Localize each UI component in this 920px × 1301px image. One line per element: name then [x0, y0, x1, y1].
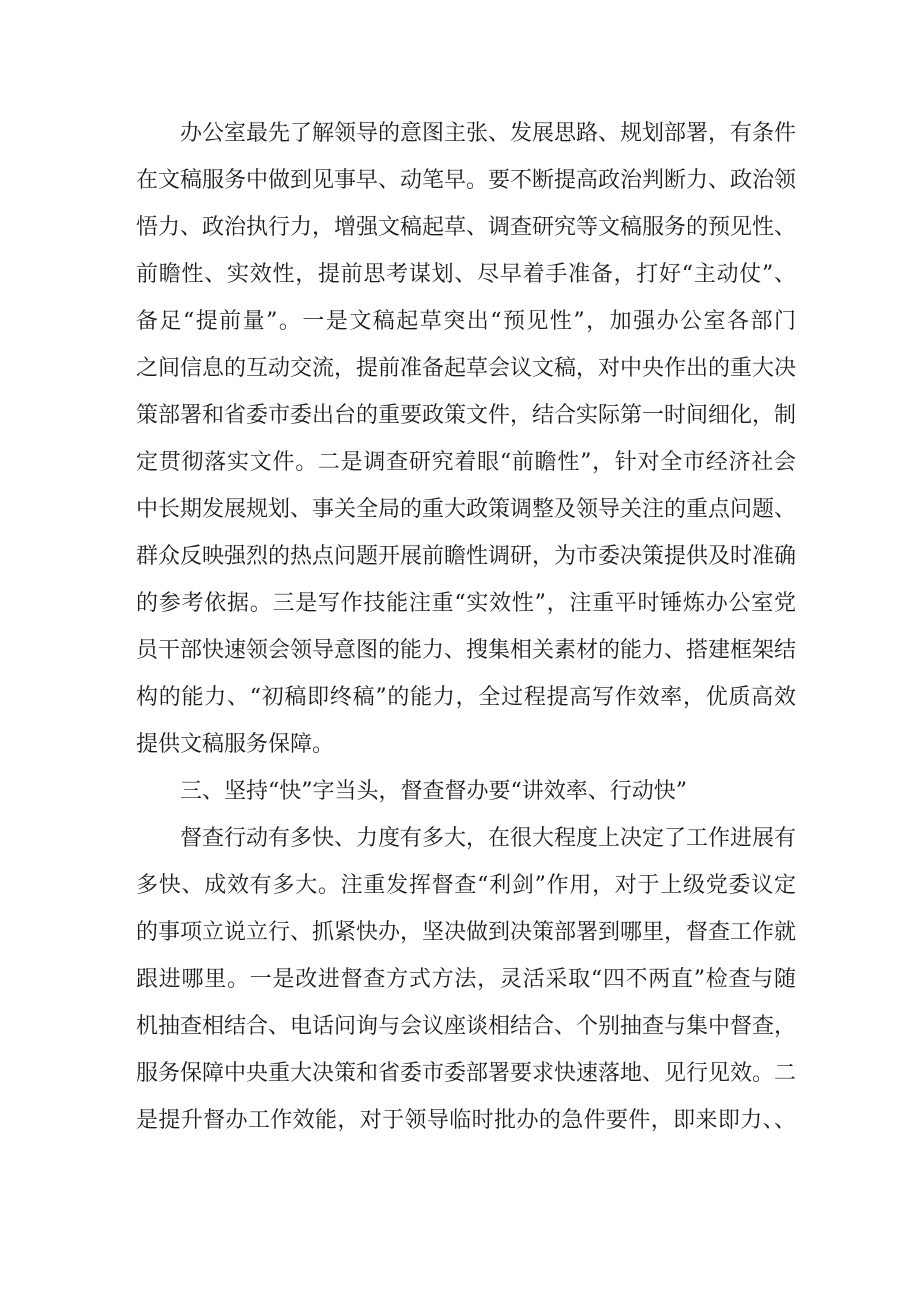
paragraph-line: 的事项立说立行、抓紧快办，坚决做到决策部署到哪里，督查工作就: [136, 920, 796, 945]
paragraph-line: 之间信息的互动交流，提前准备起草会议文稿，对中央作出的重大决: [136, 356, 796, 381]
document-body: [136, 110, 796, 1144]
paragraph-line: 构的能力、“初稿即终稿”的能力，全过程提高写作效率，优质高效: [136, 685, 796, 710]
paragraph-line: 在文稿服务中做到见事早、动笔早。要不断提高政治判断力、政治领: [136, 168, 796, 193]
paragraph-line: 中长期发展规划、事关全局的重大政策调整及领导关注的重点问题、: [136, 497, 796, 522]
paragraph-line: 员干部快速领会领导意图的能力、搜集相关素材的能力、搭建框架结: [136, 638, 796, 663]
paragraph-line: 悟力、政治执行力，增强文稿起草、调查研究等文稿服务的预见性、: [136, 215, 796, 240]
paragraph-line: 备足“提前量”。一是文稿起草突出“预见性”，加强办公室各部门: [136, 309, 796, 334]
section-heading: 三、坚持“快”字当头，督查督办要“讲效率、行动快”: [180, 779, 687, 804]
paragraph-line: 的参考依据。三是写作技能注重“实效性”，注重平时锤炼办公室党: [136, 591, 796, 616]
paragraph-line: 服务保障中央重大决策和省委市委部署要求快速落地、见行见效。二: [136, 1061, 796, 1086]
paragraph-line: 跟进哪里。一是改进督查方式方法，灵活采取“四不两直”检查与随: [136, 967, 796, 992]
paragraph-line: 机抽查相结合、电话问询与会议座谈相结合、个别抽查与集中督查，: [136, 1014, 796, 1039]
paragraph-line: 前瞻性、实效性，提前思考谋划、尽早着手准备，打好“主动仗”、: [136, 262, 796, 287]
paragraph-line: 是提升督办工作效能，对于领导临时批办的急件要件，即来即力、、: [136, 1108, 796, 1133]
paragraph-line: 多快、成效有多大。注重发挥督查“利剑”作用，对于上级党委议定: [136, 873, 796, 898]
paragraph-line: 定贯彻落实文件。二是调查研究着眼“前瞻性”，针对全市经济社会: [136, 450, 796, 475]
paragraph-line: 办公室最先了解领导的意图主张、发展思路、规划部署，有条件: [180, 121, 796, 146]
paragraph-line: 提供文稿服务保障。: [136, 732, 335, 757]
paragraph-line: 策部署和省委市委出台的重要政策文件，结合实际第一时间细化，制: [136, 403, 796, 428]
paragraph-line: 群众反映强烈的热点问题开展前瞻性调研，为市委决策提供及时准确: [136, 544, 796, 569]
paragraph-line: 督查行动有多快、力度有多大，在很大程度上决定了工作进展有: [180, 826, 796, 851]
